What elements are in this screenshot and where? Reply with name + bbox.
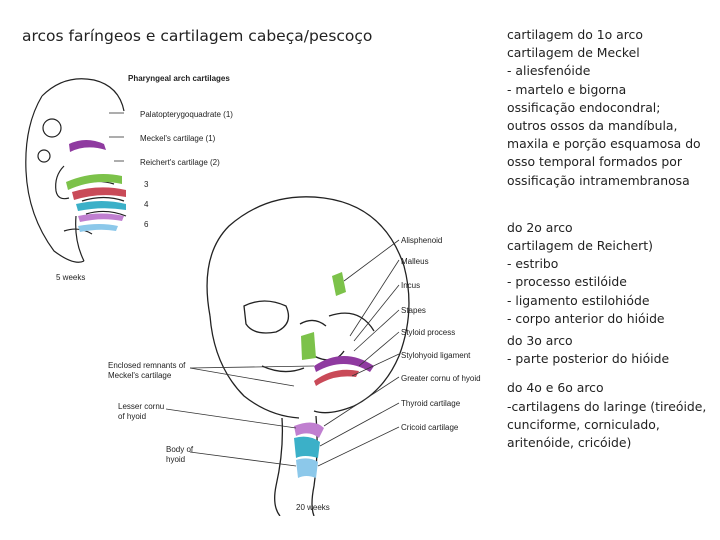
label-incus: Incus xyxy=(401,281,421,290)
note-line: do 4o e 6o arco xyxy=(507,380,604,396)
label-enclosed-remnants-2: Meckel's cartilage xyxy=(108,371,172,380)
note-line: -cartilagens do laringe (tireóide, xyxy=(507,398,707,414)
label-malleus: Malleus xyxy=(401,257,429,266)
notes-column xyxy=(507,26,719,452)
note-line: maxila e porção esquamosa do xyxy=(507,136,701,152)
note-line: outros ossos da mandíbula, xyxy=(507,118,678,134)
fetal-cartilages xyxy=(294,272,374,478)
note-line: - parte posterior do hióide xyxy=(507,351,670,367)
note-line: - estribo xyxy=(507,256,559,272)
label-styloid-process: Styloid process xyxy=(401,328,456,337)
label-arch-4: 4 xyxy=(144,200,149,209)
note-line: cartilagem de Reichert) xyxy=(507,238,653,254)
note-line: - processo estilóide xyxy=(507,274,627,290)
note-line: cunciforme, corniculado, xyxy=(507,416,660,432)
notes-arch-2 xyxy=(507,219,719,328)
label-thyroid-cartilage: Thyroid cartilage xyxy=(401,399,461,408)
note-line: - corpo anterior do hióide xyxy=(507,310,665,326)
label-lesser-cornu-1: Lesser cornu xyxy=(118,402,165,411)
label-stapes: Stapes xyxy=(401,306,426,315)
notes-arch-3 xyxy=(507,332,719,368)
label-arch-3: 3 xyxy=(144,180,149,189)
label-lesser-cornu-2: of hyoid xyxy=(118,412,147,421)
label-alisphenoid: Alisphenoid xyxy=(401,236,443,245)
label-reicherts-cartilage: Reichert's cartilage (2) xyxy=(140,158,220,167)
note-line: cartilagem do 1o arco xyxy=(507,27,643,42)
label-enclosed-remnants-1: Enclosed remnants of xyxy=(108,361,186,370)
label-cricoid-cartilage: Cricoid cartilage xyxy=(401,423,459,432)
note-line: ossificação endocondral; xyxy=(507,99,661,115)
note-line: - martelo e bigorna xyxy=(507,81,627,97)
embryo-drawing xyxy=(26,79,126,263)
label-20-weeks: 20 weeks xyxy=(296,503,330,512)
label-arch-6: 6 xyxy=(144,220,149,229)
anatomy-illustration xyxy=(14,66,494,516)
label-stylohyoid-ligament: Stylohyoid ligament xyxy=(401,351,471,360)
label-greater-cornu: Greater cornu of hyoid xyxy=(401,374,481,383)
label-body-of-hyoid-2: hyoid xyxy=(166,455,186,464)
label-body-of-hyoid-1: Body of xyxy=(166,445,194,454)
notes-arch-1 xyxy=(507,26,719,190)
label-5-weeks: 5 weeks xyxy=(56,273,86,282)
note-line: do 2o arco xyxy=(507,219,573,235)
note-line: ossificação intramembranosa xyxy=(507,172,690,188)
note-line: do 3o arco xyxy=(507,333,573,349)
note-line: aritenóide, cricóide) xyxy=(507,435,632,451)
slide-title: arcos faríngeos e cartilagem cabeça/pescoço xyxy=(22,27,373,45)
pharyngeal-arch-figure xyxy=(14,66,494,516)
note-line: cartilagem de Meckel xyxy=(507,45,640,61)
note-line: osso temporal formados por xyxy=(507,154,682,170)
notes-arch-4-6 xyxy=(507,379,719,452)
embryo-cartilages xyxy=(66,140,126,232)
note-line: - ligamento estilohióde xyxy=(507,292,650,308)
figure-heading: Pharyngeal arch cartilages xyxy=(128,74,230,83)
label-palatopterygoquadrate: Palatopterygoquadrate (1) xyxy=(140,110,233,119)
label-meckels-cartilage: Meckel's cartilage (1) xyxy=(140,134,216,143)
note-line: - aliesfenóide xyxy=(507,63,591,79)
